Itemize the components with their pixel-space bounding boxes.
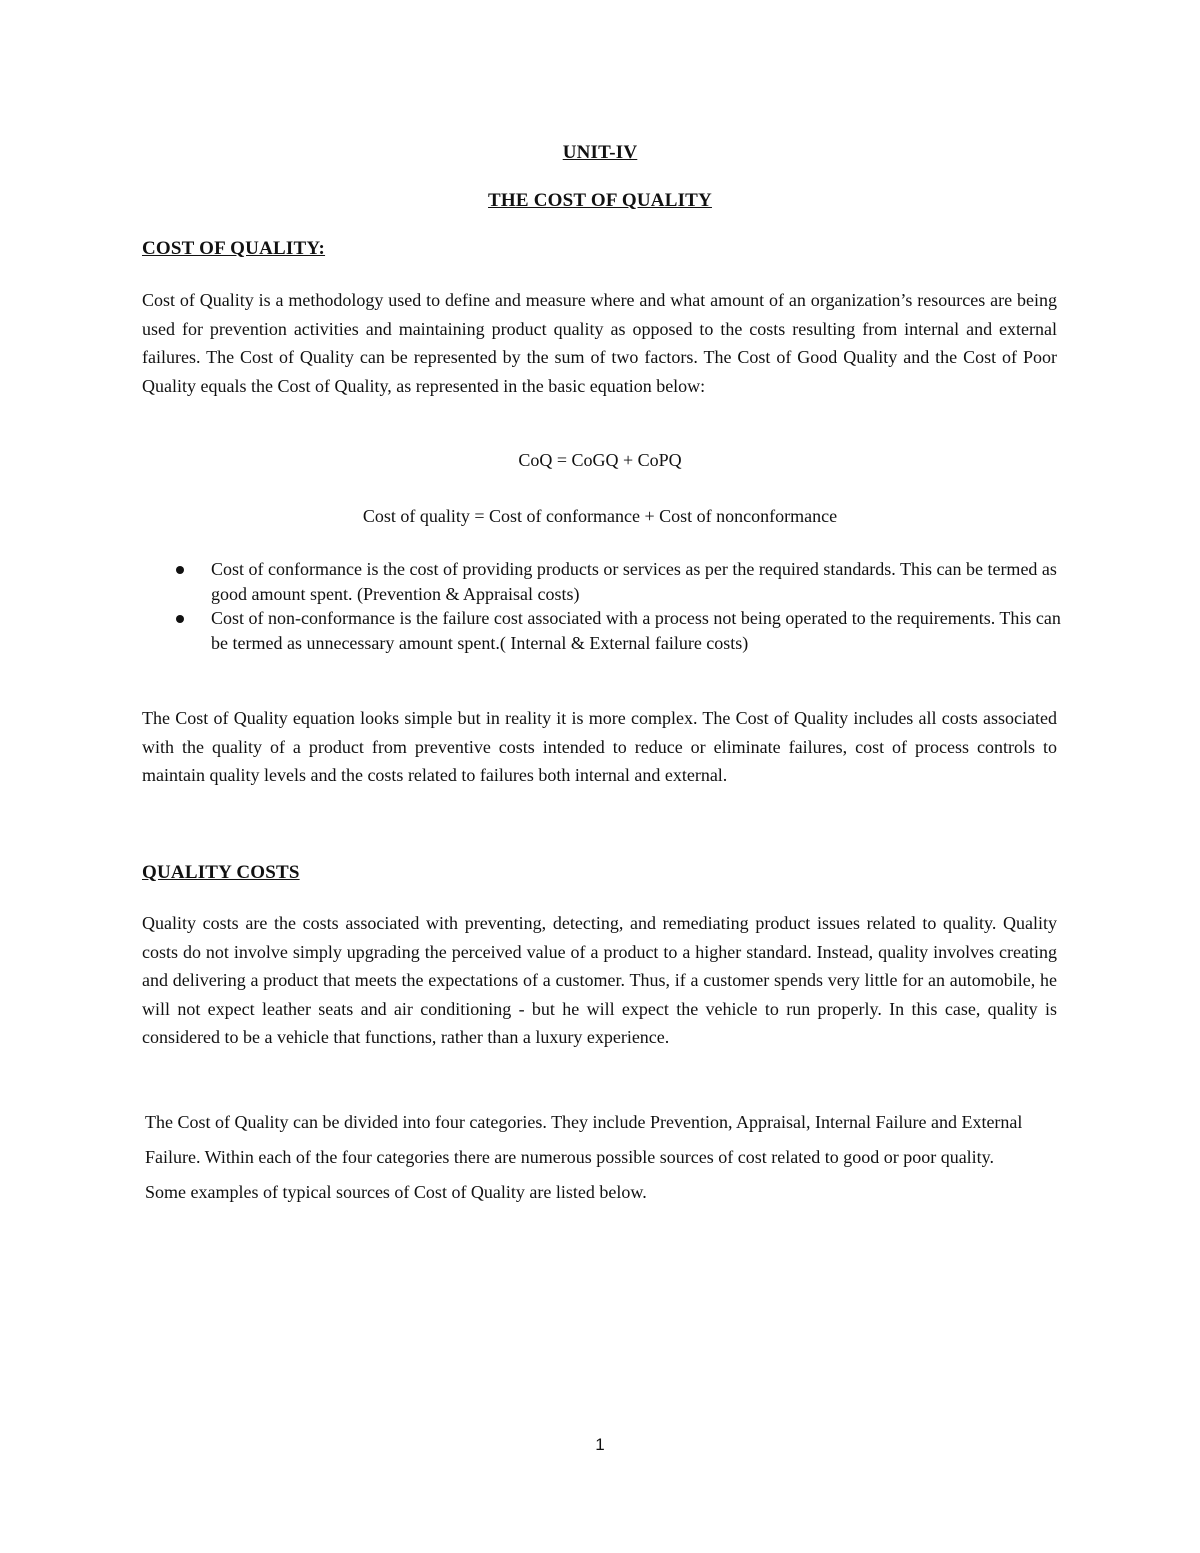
section-heading-quality-costs: QUALITY COSTS xyxy=(142,862,300,883)
intro-paragraph: Cost of Quality is a methodology used to define and measure where and what amount of an organization’s resources are being used for prevention activities and maintaining product quality as opposed to the costs resulting from internal and external failures. The Cost of Quality can be represented by the sum of two factors. The Cost of Good Quality and the Cost of Poor Quality equals the Cost of Quality, as represented in the basic equation below: xyxy=(142,290,1057,396)
page-number: 1 xyxy=(595,1435,605,1454)
bullet-icon xyxy=(176,566,184,574)
unit-heading: UNIT-IV xyxy=(562,142,638,163)
list-item xyxy=(170,557,1070,606)
complexity-paragraph: The Cost of Quality equation looks simple but in reality it is more complex. The Cost of Quality includes all costs associated with the quality of a product from preventive costs intended to reduce or eliminate failures, cost of process controls to maintain quality levels and the costs related to failures both internal and external. xyxy=(142,708,1057,785)
bullet-text-nonconformance: Cost of non-conformance is the failure cost associated with a process not being operated to the requirements. This can be termed as unnecessary amount spent.( Internal & External failure costs) xyxy=(211,608,1061,653)
categories-paragraph: The Cost of Quality can be divided into four categories. They include Prevention, Appraisal, Internal Failure and External Failure. Within each of the four categories there are numerous possible sources of cost related to good or poor quality. Some examples of typical sources of Cost of Quality are listed below. xyxy=(145,1112,1023,1202)
equation-coq: CoQ = CoGQ + CoPQ xyxy=(518,450,682,470)
section-heading-cost-of-quality: COST OF QUALITY: xyxy=(142,238,326,259)
bullet-list xyxy=(170,557,1070,655)
bullet-text-conformance: Cost of conformance is the cost of providing products or services as per the required standards. This can be termed as good amount spent. (Prevention & Appraisal costs) xyxy=(211,559,1057,604)
equation-cost-of-quality: Cost of quality = Cost of conformance + Cost of nonconformance xyxy=(362,506,838,526)
bullet-icon xyxy=(176,615,184,623)
document-title: THE COST OF QUALITY xyxy=(488,190,712,211)
list-item xyxy=(170,606,1070,655)
quality-costs-paragraph: Quality costs are the costs associated with preventing, detecting, and remediating product issues related to quality. Quality costs do not involve simply upgrading the perceived value of a product to a higher standard. Instead, quality involves creating and delivering a product that meets the expectations of a customer. Thus, if a customer spends very little for an automobile, he will not expect leather seats and air conditioning - but he will expect the vehicle to run properly. In this case, quality is considered to be a vehicle that functions, rather than a luxury experience. xyxy=(142,913,1057,1047)
